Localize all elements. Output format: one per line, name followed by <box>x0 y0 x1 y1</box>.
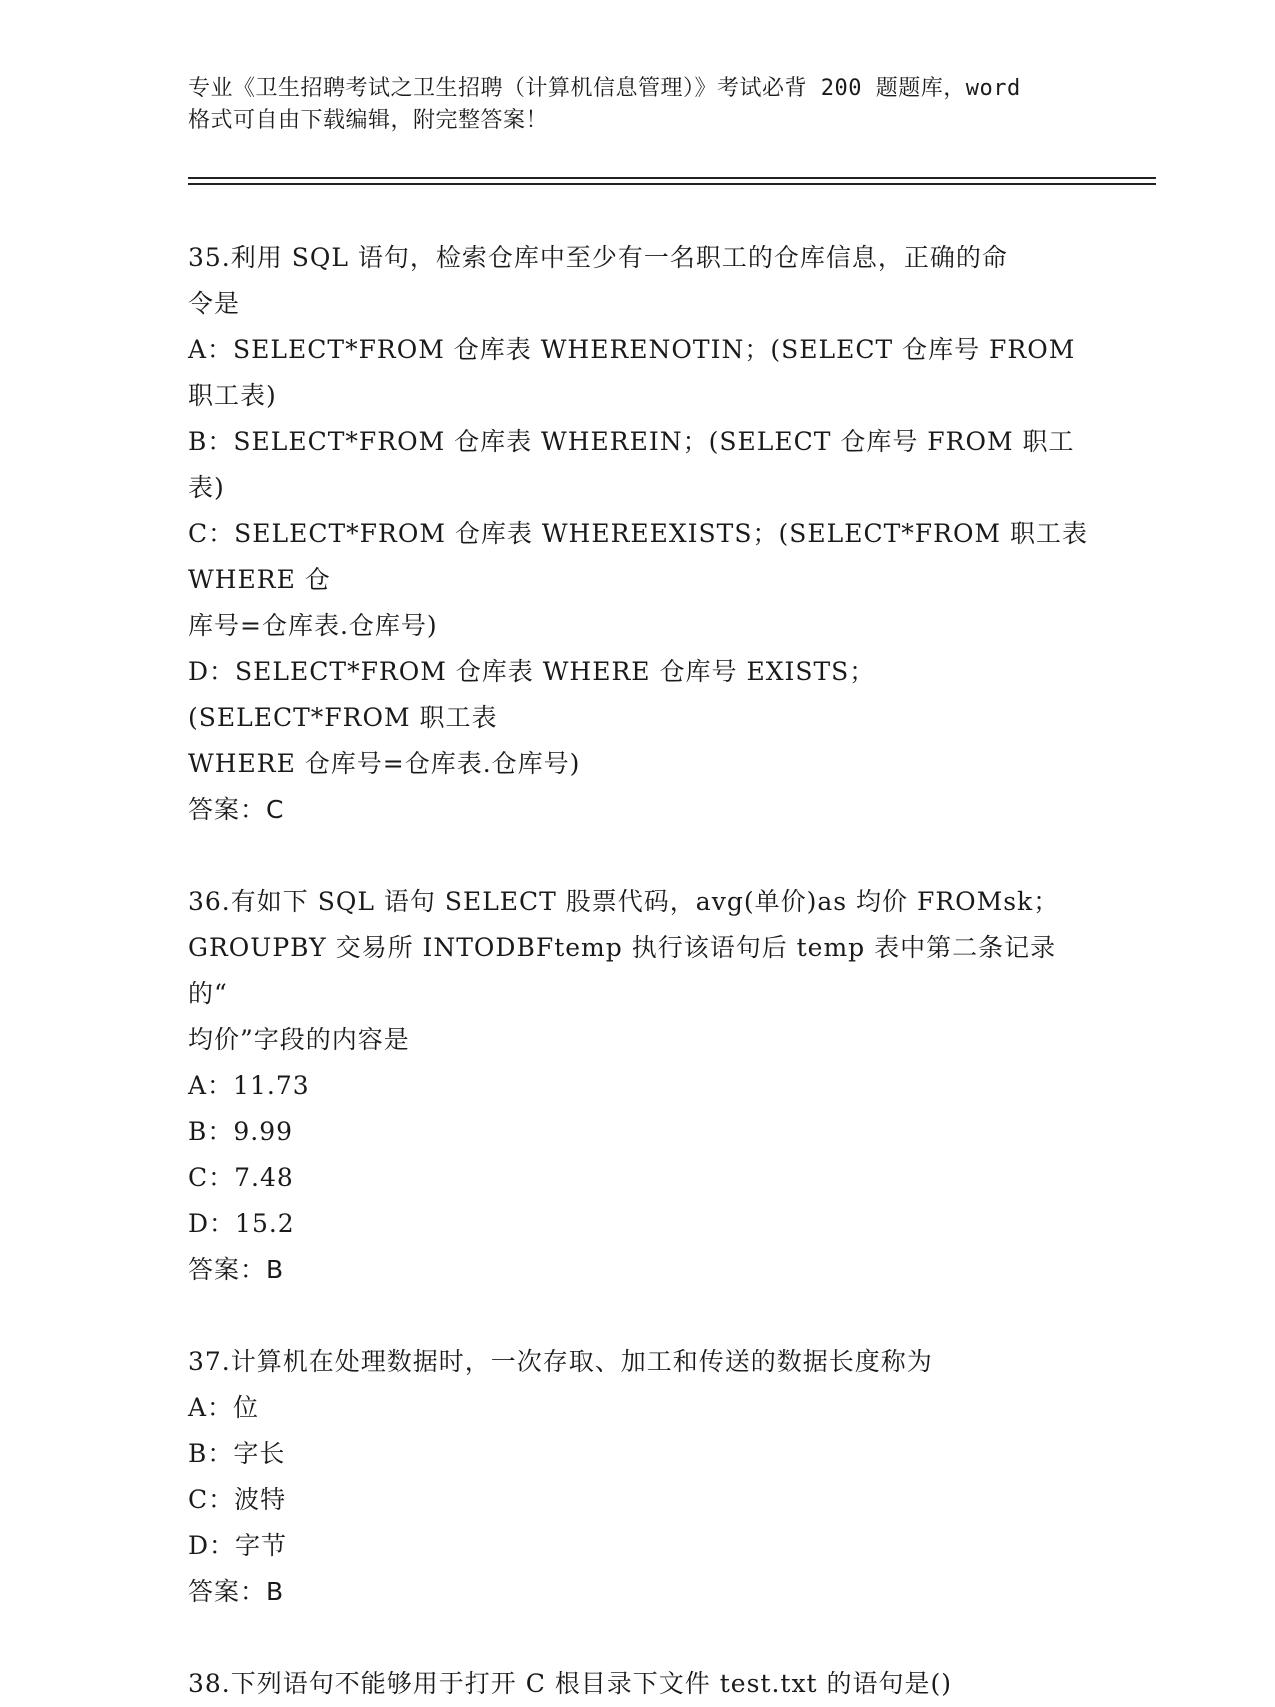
option-b: B：9.99 <box>188 1117 294 1146</box>
option-c: C：波特 <box>188 1485 287 1514</box>
question-text: 36.有如下 SQL 语句 SELECT 股票代码，avg(单价)as 均价 FROMsk； <box>188 887 1060 916</box>
question-text: 令是 <box>188 289 241 318</box>
question-text: 37.计算机在处理数据时，一次存取、加工和传送的数据长度称为 <box>188 1347 933 1376</box>
answer-label: 答案：B <box>188 1577 285 1606</box>
header-divider-top <box>188 177 1156 179</box>
option-c: C：SELECT*FROM 仓库表 WHEREEXISTS；(SELECT*FROM 职工表 WHERE 仓 <box>188 519 1088 594</box>
answer-label: 答案：C <box>188 795 285 824</box>
option-d-continued: WHERE 仓库号=仓库表.仓库号) <box>188 749 581 778</box>
option-a: A：SELECT*FROM 仓库表 WHERENOTIN；(SELECT 仓库号 FROM 职工表) <box>188 335 1076 410</box>
question-36 <box>188 879 1088 1293</box>
option-d: D：15.2 <box>188 1209 295 1238</box>
option-c-continued: 库号=仓库表.仓库号) <box>188 611 438 640</box>
question-text: GROUPBY 交易所 INTODBFtemp 执行该语句后 temp 表中第二条记录的“ <box>188 933 1057 1008</box>
question-text: 38.下列语句不能够用于打开 C 根目录下文件 test.txt 的语句是() <box>188 1669 953 1698</box>
option-d: D：字节 <box>188 1531 288 1560</box>
header-line-2: 格式可自由下载编辑，附完整答案！ <box>188 108 549 133</box>
question-text: 35.利用 SQL 语句，检索仓库中至少有一名职工的仓库信息，正确的命 <box>188 243 1008 272</box>
option-c: C：7.48 <box>188 1163 294 1192</box>
option-d: D：SELECT*FROM 仓库表 WHERE 仓库号 EXISTS；(SELECT*FROM 职工表 <box>188 657 876 732</box>
header-divider-bottom <box>188 183 1156 185</box>
option-b: B：字长 <box>188 1439 286 1468</box>
question-38 <box>188 1661 1088 1707</box>
answer-label: 答案：B <box>188 1255 285 1284</box>
question-35 <box>188 235 1088 833</box>
question-37 <box>188 1339 1088 1615</box>
option-a: A：位 <box>188 1393 260 1422</box>
document-header <box>188 73 1088 137</box>
option-b: B：SELECT*FROM 仓库表 WHEREIN；(SELECT 仓库号 FROM 职工表) <box>188 427 1075 502</box>
option-a: A：11.73 <box>188 1071 310 1100</box>
question-list <box>188 235 1088 1707</box>
question-text: 均价”字段的内容是 <box>188 1025 410 1054</box>
header-line-1: 专业《卫生招聘考试之卫生招聘（计算机信息管理）》考试必背 200 题题库，word <box>188 76 1021 101</box>
